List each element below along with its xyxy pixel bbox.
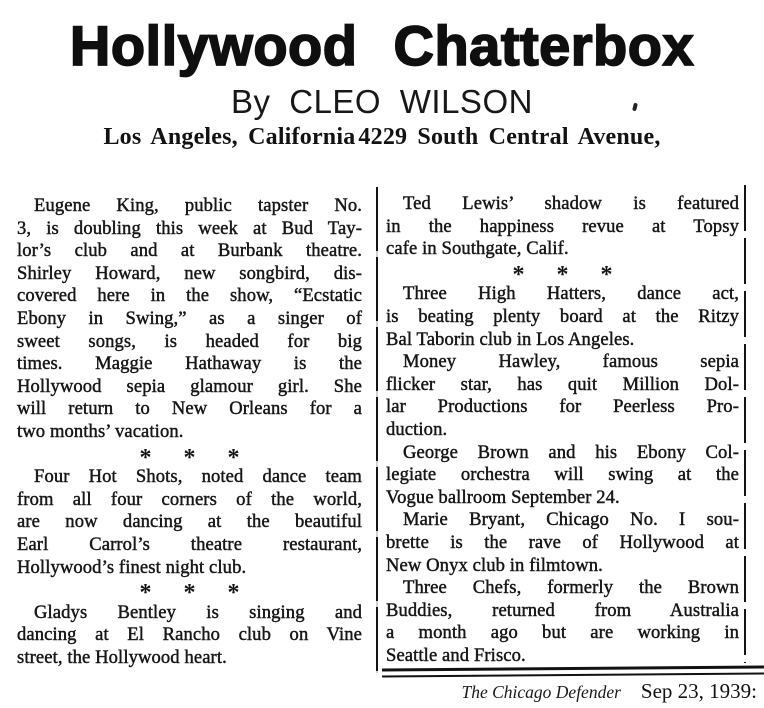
text-line: a month ago but are working in [386, 622, 739, 644]
text-line: from all four corners of the world, [17, 488, 362, 510]
footer-double-rule [382, 666, 764, 678]
dateline-city: Los Angeles, California [103, 123, 356, 150]
text-line: are now dancing at the beautiful [17, 511, 362, 533]
text-line: legiate orchestra will swing at the [386, 464, 739, 486]
paragraph-george-brown [386, 442, 739, 510]
column-divider-rule [376, 187, 378, 673]
text-line: New Onyx club in filmtown. [386, 554, 603, 576]
paragraph-gladys-bentley [17, 602, 362, 670]
publication-date: Sep 23, 1939: [640, 679, 757, 703]
text-line: duction. [386, 418, 448, 440]
text-line: Gladys Bentley is singing and [34, 601, 362, 623]
text-line: Bal Taborin club in Los Angeles. [386, 328, 635, 350]
paragraph-marie-bryant [386, 509, 739, 577]
text-line: Hollywood sepia glamour girl. She [17, 375, 362, 397]
text-line: Vogue ballroom September 24. [386, 486, 620, 508]
asterisk-separator: * * * [139, 580, 240, 607]
text-line: covered here in the show, “Ecstatic [17, 285, 362, 307]
column-right [386, 187, 739, 667]
text-line: flicker star, has quit Million Dol- [386, 373, 739, 395]
text-line: Earl Carrol’s theatre restaurant, [17, 533, 362, 555]
text-line: Marie Bryant, Chicago No. I sou- [403, 509, 739, 531]
text-line: lor’s club and at Burbank theatre. [17, 240, 362, 262]
text-line: sweet songs, is headed for big [17, 330, 362, 352]
byline [0, 83, 764, 121]
byline-author: CLEO WILSON [289, 82, 533, 120]
text-line: street, the Hollywood heart. [17, 646, 227, 668]
text-line: George Brown and his Ebony Col- [403, 441, 739, 463]
byline-prefix: By [231, 82, 271, 120]
article-body [0, 187, 764, 673]
article-title: Hollywood Chatterbox [69, 14, 695, 77]
paragraph-ted-lewis [386, 193, 739, 261]
text-line: Seattle and Frisco. [386, 644, 526, 666]
text-line: times. Maggie Hathaway is the [17, 353, 362, 375]
source-credit [370, 679, 760, 704]
text-line: Shirley Howard, new songbird, dis- [17, 262, 362, 284]
text-line: Four Hot Shots, noted dance team [34, 466, 362, 488]
text-line: 3, is doubling this week at Bud Tay- [17, 217, 362, 239]
right-edge-rule [744, 185, 746, 663]
asterisk-separator: * * * [139, 444, 240, 471]
text-line: Three High Hatters, dance act, [403, 283, 739, 305]
paragraph-three-high-hatters [386, 283, 739, 351]
text-line: will return to New Orleans for a [17, 398, 362, 420]
text-line: Ted Lewis’ shadow is featured [403, 193, 739, 214]
paragraph-money-hawley [386, 351, 739, 441]
text-line: Money Hawley, famous sepia [403, 351, 739, 373]
text-line: is beating plenty board at the Ritzy [386, 305, 739, 327]
source-name: The Chicago Defender [461, 682, 621, 702]
text-line: dancing at El Rancho club on Vine [17, 624, 362, 646]
text-line: cafe in Southgate, Calif. [386, 238, 569, 260]
text-line: brette is the rave of Hollywood at [386, 531, 739, 553]
text-line: Eugene King, public tapster No. [34, 195, 362, 216]
column-left [17, 187, 362, 669]
text-line: Ebony in Swing,” as a singer of [17, 307, 362, 329]
text-line: lar Productions for Peerless Pro- [386, 396, 739, 418]
dateline [0, 124, 764, 151]
text-line: Buddies, returned from Australia [386, 599, 739, 621]
paragraph-three-chefs [386, 577, 739, 667]
dateline-address: 4229 South Central Avenue, [358, 123, 661, 150]
text-line: Three Chefs, formerly the Brown [403, 577, 739, 599]
text-line: in the happiness revue at Topsy [386, 215, 739, 237]
paragraph-eugene-king [17, 195, 362, 444]
text-line: two months’ vacation. [17, 420, 184, 442]
masthead [0, 0, 764, 151]
paragraph-four-hot-shots [17, 466, 362, 579]
text-line: Hollywood’s finest night club. [17, 556, 247, 578]
asterisk-separator: * * * [512, 261, 613, 288]
